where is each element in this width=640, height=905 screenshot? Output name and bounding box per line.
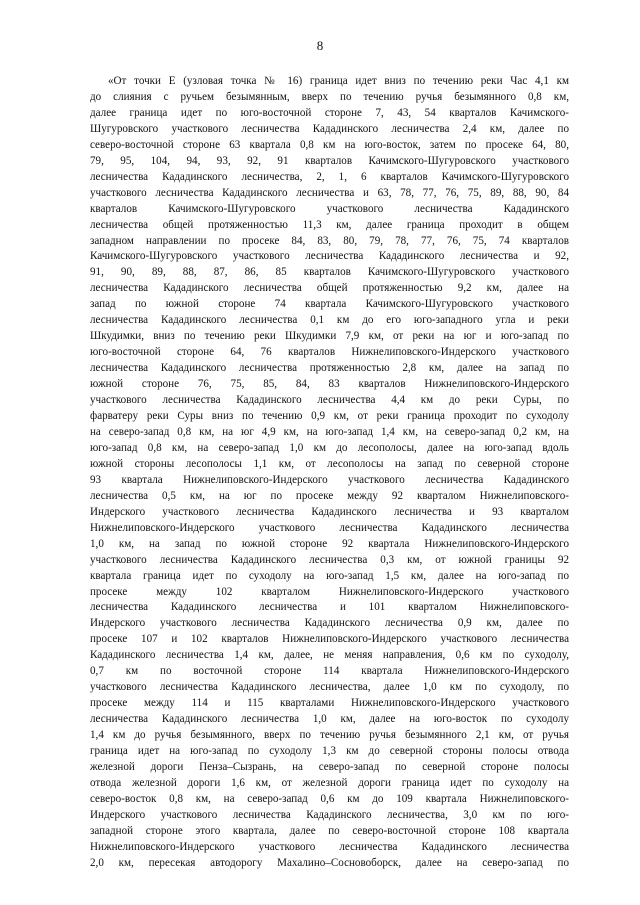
text-line: участкового лесничества Кададинского лесничества и 63, 78, 77, 76, 75, 89, 88, 90, 84: [90, 186, 569, 199]
text-line: юго-запад 0,8 км, на северо-запад 1,0 км до лесополосы, далее на юго-запад вдоль: [90, 441, 569, 454]
text-line: северо-восточной стороне 63 квартала 0,8 км на юго-восток, затем по просеке 64, 80,: [90, 138, 569, 151]
text-line: железной дороги Пенза–Сызрань, на северо-запад по северной стороне полосы: [90, 760, 569, 773]
text-line: 1,0 км, на запад по южной стороне 92 квартала Нижнелиповского-Индерского: [90, 537, 569, 550]
text-line: просеке между 102 кварталом Нижнелиповского-Индерского участкового: [90, 585, 569, 598]
text-line: западной стороне этого квартала, далее по северо-восточной стороне 108 квартала: [90, 824, 569, 837]
text-line: лесничества Кададинского лесничества общей протяженностью 9,2 км, далее на: [90, 282, 569, 295]
text-line: на северо-запад 0,8 км, на юг 4,9 км, на юго-запад 1,4 км, на северо-запад 0,2 км, на: [90, 425, 569, 438]
text-line: фарватеру реки Суры вниз по течению 0,9 км, от реки граница проходит по суходолу: [90, 410, 569, 423]
text-line: Нижнелиповского-Индерского участкового лесничества Кададинского лесничества: [90, 840, 569, 853]
text-line: северо-восток 0,8 км, на северо-запад 0,6 км до 109 квартала Нижнелиповского-: [90, 792, 569, 805]
text-line: южной стороне 76, 75, 85, 84, 83 кварталов Нижнелиповского-Индерского: [90, 378, 569, 391]
text-line: Качимского-Шугуровского участкового лесничества Кададинского лесничества и 92,: [90, 250, 569, 263]
text-line: Кададинского лесничества 1,4 км, далее, не меняя направления, 0,6 км по суходолу,: [90, 649, 569, 662]
text-line: Нижнелиповского-Индерского участкового лесничества Кададинского лесничества: [90, 521, 569, 534]
text-line: просеке 107 и 102 кварталов Нижнелиповского-Индерского участкового лесничества: [90, 633, 569, 646]
text-line: отвода железной дороги 1,6 км, от железной дороги граница идет по суходолу на: [90, 776, 569, 789]
text-line: Шугуровского участкового лесничества Кададинского лесничества 2,4 км, далее по: [90, 122, 569, 135]
text-line: 93 квартала Нижнелиповского-Индерского участкового лесничества Кададинского: [90, 473, 569, 486]
text-line: «От точки Е (узловая точка № 16) граница идет вниз по течению реки Час 4,1 км: [108, 75, 569, 87]
text-line: 2,0 км, пересекая автодорогу Махалино–Сосновоборск, далее на северо-запад по: [90, 856, 569, 869]
text-line: лесничества Кададинского лесничества 1,0 км, далее на юго-восток по суходолу: [90, 713, 569, 726]
text-line: граница идет на юго-запад по суходолу 1,3 км до северной стороны полосы отвода: [90, 745, 569, 758]
text-line: 0,7 км по восточной стороне 114 квартала Нижнелиповского-Индерского: [90, 665, 569, 678]
text-line: лесничества общей протяженностью 11,3 км, далее граница проходит в общем: [90, 218, 569, 231]
text-line: 79, 95, 104, 94, 93, 92, 91 кварталов Качимского-Шугуровского участкового: [90, 154, 569, 167]
text-line: Индерского участкового лесничества Кададинского лесничества и 93 кварталом: [90, 505, 569, 518]
page-number: 8: [316, 38, 324, 53]
text-line: южной стороны лесополосы 1,1 км, от лесополосы на запад по северной стороне: [90, 457, 569, 470]
text-line: лесничества Кададинского лесничества протяженностью 2,8 км, далее на запад по: [90, 362, 569, 375]
text-line: кварталов Качимского-Шугуровского участкового лесничества Кададинского: [90, 202, 569, 215]
text-line: Шкудимки, вниз по течению реки Шкудимки 7,9 км, от реки на юг и юго-запад по: [90, 330, 569, 343]
text-line: просеке между 114 и 115 кварталами Нижнелиповского-Индерского участкового: [90, 697, 569, 710]
text-line: до слияния с ручьем безымянным, вверх по течению ручья безымянного 0,8 км,: [90, 90, 569, 103]
text-line: участкового лесничества Кададинского лесничества 0,3 км, от южной границы 92: [90, 553, 569, 566]
text-line: участкового лесничества Кададинского лесничества 4,4 км до реки Суры, по: [90, 394, 569, 407]
text-line: лесничества Кададинского лесничества 0,1 км до его юго-западного угла и реки: [90, 314, 569, 327]
text-line: запад по южной стороне 74 квартала Качимского-Шугуровского участкового: [90, 298, 569, 311]
text-line: юго-восточной стороне 64, 76 кварталов Нижнелиповского-Индерского участкового: [90, 346, 569, 359]
text-line: далее граница идет по юго-восточной стороне 7, 43, 54 кварталов Качимского-: [90, 106, 569, 119]
text-line: Индерского участкового лесничества Кададинского лесничества, 3,0 км по юго-: [90, 808, 569, 821]
text-line: 91, 90, 89, 88, 87, 86, 85 кварталов Качимского-Шугуровского участкового: [90, 266, 569, 279]
text-line: лесничества 0,5 км, на юг по просеке между 92 кварталом Нижнелиповского-: [90, 489, 569, 502]
text-line: квартала граница идет по суходолу на юго-запад 1,5 км, далее на юго-запад по: [90, 569, 569, 582]
text-line: Индерского участкового лесничества Кададинского лесничества 0,9 км, далее по: [90, 617, 569, 630]
text-line: 1,4 км до ручья безымянного, вверх по течению ручья безымянного 2,1 км, от ручья: [90, 729, 569, 742]
text-line: лесничества Кададинского лесничества, 2, 1, 6 кварталов Качимского-Шугуровского: [90, 170, 569, 183]
body-text: [90, 74, 569, 872]
text-line: лесничества Кададинского лесничества и 101 кварталом Нижнелиповского-: [90, 601, 569, 614]
text-line: западном направлении по просеке 84, 83, 80, 79, 78, 77, 76, 75, 74 кварталов: [90, 234, 569, 247]
text-line: участкового лесничества Кададинского лесничества, далее 1,0 км по суходолу, по: [90, 681, 569, 694]
